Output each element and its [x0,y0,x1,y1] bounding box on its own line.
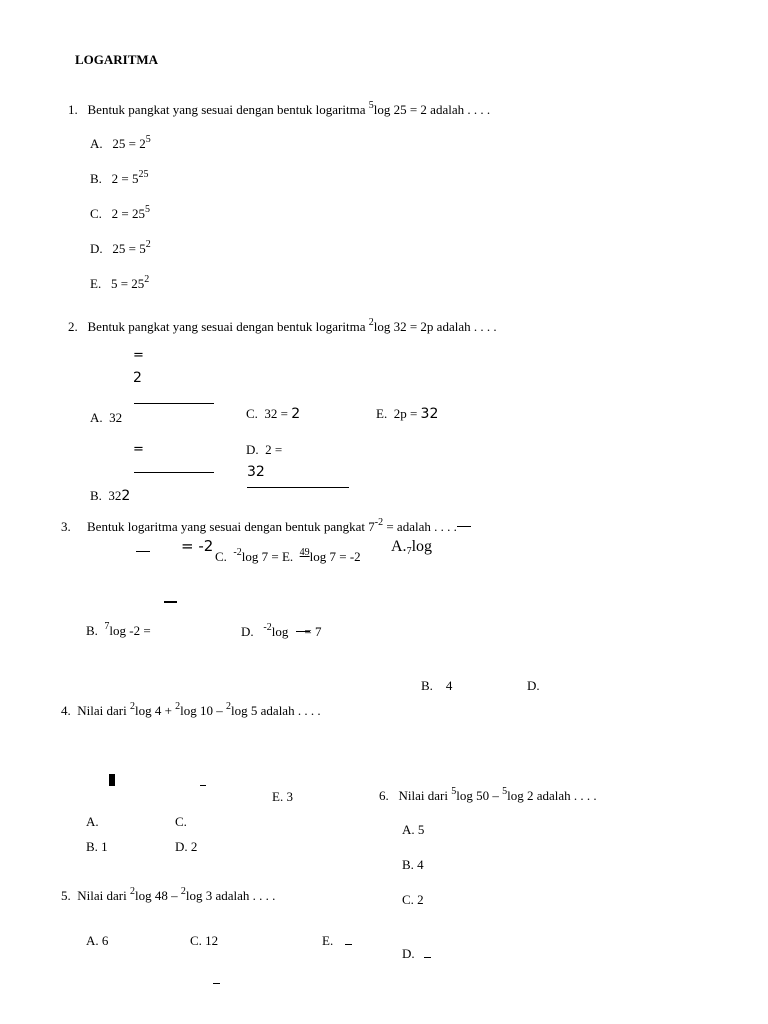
option-value: 2 [291,406,301,422]
floating-option-b[interactable] [421,679,452,692]
option-2a-fraction: 2 [133,370,142,386]
option-text: = 7 [304,624,322,639]
floating-option-d[interactable]: D. [527,678,540,693]
question-number: 1. [68,102,78,117]
option-text: 32 = [264,406,292,421]
question-expression: log 5 adalah . . . . [231,703,321,718]
question-2 [68,317,497,334]
question-expression: log 25 = 2 adalah . . . . [373,102,491,117]
option-4c[interactable]: C. [175,814,187,829]
question-text: Nilai dari [398,788,448,803]
option-6c[interactable]: C. 2 [402,892,424,907]
option-5e[interactable]: E. [322,933,334,948]
fraction-line [134,403,214,404]
option-value: 32 [420,406,439,422]
log-base: -2 [263,622,272,633]
question-tail: adalah . . . . [396,519,457,534]
option-exponent: 5 [145,204,151,215]
fraction-line [200,785,206,786]
option-letter: D. [241,624,254,639]
fraction-mark [109,774,115,786]
question-number: 2. [68,319,78,334]
log-base: 5 [451,786,457,797]
power-exponent: -2 [374,517,384,528]
log-base: 2 [226,701,232,712]
option-letter: A. [90,136,103,151]
log-base: -2 [233,547,242,558]
option-letter: A. [391,538,407,555]
option-text: log [411,538,433,555]
option-6a[interactable]: A. 5 [402,822,425,837]
option-letter: C. [215,549,227,564]
fraction-line [457,526,471,527]
option-2c[interactable] [246,407,300,421]
option-2d[interactable] [246,443,282,456]
question-text: Nilai dari [77,888,127,903]
option-3b[interactable] [86,621,151,638]
question-number: 3. [61,519,71,534]
option-text: 2 = [265,442,283,457]
log-base: 49 [299,547,310,558]
log-base: 5 [502,786,508,797]
option-letter: C. [90,206,102,221]
question-expression: log 3 adalah . . . . [185,888,276,903]
fraction-line [296,631,310,632]
option-6d[interactable]: D. [402,946,415,961]
option-6b[interactable]: B. 4 [402,857,424,872]
question-5 [61,886,276,903]
question-number: 5. [61,888,71,903]
question-number: 6. [379,788,389,803]
option-4b[interactable]: B. 1 [86,839,108,854]
option-3c[interactable] [215,547,361,564]
option-1e[interactable] [90,274,150,291]
option-letter: B. [90,488,102,503]
option-text: 2 = 25 [111,206,146,221]
option-letter: B. [90,171,102,186]
question-expression: log 48 – [134,888,178,903]
option-text: 4 [445,678,453,693]
fraction-line [164,601,177,603]
log-base: 2 [175,701,181,712]
question-1 [68,100,491,117]
log-base: 7 [406,546,412,557]
log-base: 2 [368,317,374,328]
option-text: log 7 = E. [241,549,294,564]
option-1c[interactable] [90,204,151,221]
option-letter: B. [421,678,433,693]
option-letter: D. [246,442,259,457]
option-text: log [271,624,289,639]
question-4 [61,701,321,718]
option-letter: B. [86,623,98,638]
option-2d-fraction: 32 [247,464,265,480]
fraction-line [345,944,352,945]
option-letter: A. [90,410,103,425]
question-text: Bentuk pangkat yang sesuai dengan bentuk logaritma [87,102,366,117]
option-exponent: 2 [144,274,150,285]
option-exponent: 25 [138,169,149,180]
option-3a-value: = -2 [181,537,214,555]
question-text: Nilai dari [77,703,127,718]
option-2a-equals: = [133,348,144,363]
option-2b[interactable] [90,489,130,503]
option-letter: E. [376,406,388,421]
log-base: 5 [368,100,374,111]
option-letter: C. [246,406,258,421]
fraction-line [136,551,150,552]
option-2a[interactable] [90,411,122,424]
option-text: log -2 = [109,623,151,638]
option-text: 2 = 5 [111,171,139,186]
page-title: LOGARITMA [75,52,159,67]
fraction-line [213,983,220,984]
option-exponent: 5 [145,134,151,145]
log-base: 7 [104,621,110,632]
option-3a-label[interactable] [391,539,432,555]
option-exponent: 2 [145,239,151,250]
question-expression: log 10 – [180,703,223,718]
option-2e[interactable] [376,407,438,421]
option-1a[interactable] [90,134,151,151]
log-base: 2 [180,886,186,897]
question-expression: = [383,519,397,534]
log-base: 2 [129,886,135,897]
option-text: log 7 = -2 [309,549,361,564]
question-6 [379,786,597,803]
option-letter: D. [90,241,103,256]
option-5a[interactable]: A. 6 [86,933,109,948]
power-base: 7 [368,519,375,534]
question-expression: log 32 = 2p adalah . . . . [373,319,497,334]
option-value: 2 [121,488,131,504]
option-text: 2p = [393,406,421,421]
option-2b-equals: = [133,442,144,457]
option-1d[interactable] [90,239,151,256]
question-text: Bentuk pangkat yang sesuai dengan bentuk logaritma [87,319,366,334]
fraction-line [247,487,349,488]
option-text: 32 [108,488,122,503]
question-expression: log 4 + [134,703,172,718]
option-letter: E. [90,276,102,291]
option-text: 5 = 25 [110,276,145,291]
question-expression: log 50 – [456,788,499,803]
fraction-line [424,957,431,958]
option-1b[interactable] [90,169,149,186]
option-5c[interactable]: C. 12 [190,933,219,948]
option-text: 32 [109,410,123,425]
fraction-line [134,472,214,473]
question-number: 4. [61,703,71,718]
log-base: 2 [129,701,135,712]
option-4d[interactable]: D. 2 [175,839,198,854]
option-4e[interactable]: E. 3 [272,789,293,804]
option-4a[interactable]: A. [86,814,99,829]
question-3 [61,517,457,534]
option-text: 25 = 2 [112,136,146,151]
question-text: Bentuk logaritma yang sesuai dengan bentuk pangkat [87,519,365,534]
question-expression: log 2 adalah . . . . [507,788,597,803]
option-text: 25 = 5 [112,241,146,256]
